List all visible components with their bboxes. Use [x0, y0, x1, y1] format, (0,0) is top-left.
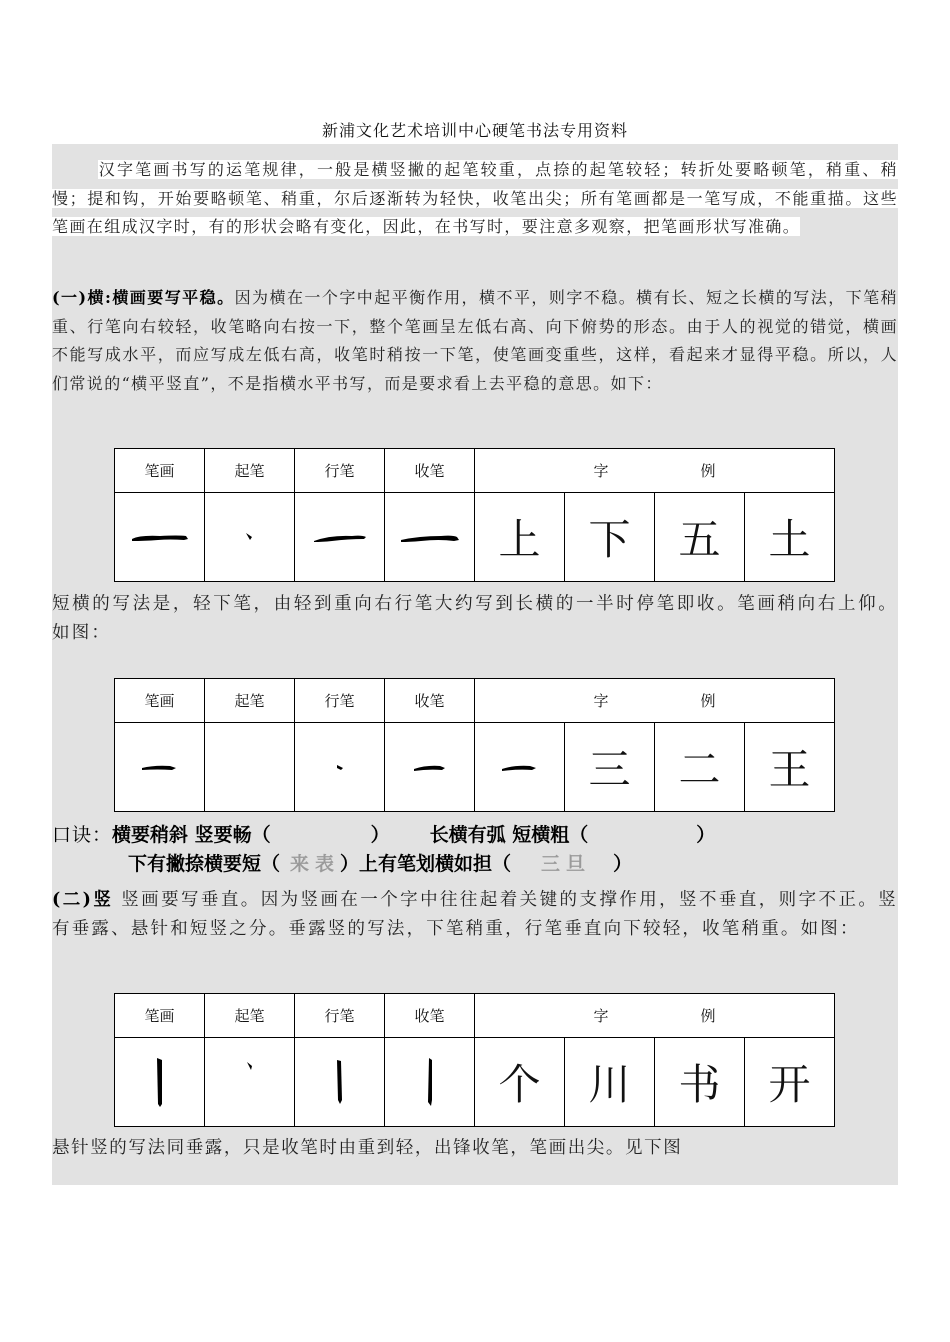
header-stroke: 笔画 — [115, 449, 205, 493]
example-char: 川 — [565, 1038, 655, 1127]
example-char: 个 — [475, 1038, 565, 1127]
header-example-char-1: 字 — [593, 462, 609, 480]
stroke-short-heng-example — [475, 723, 565, 812]
example-char: 王 — [745, 723, 835, 812]
header-examples — [475, 679, 835, 723]
table-body-row — [115, 1038, 835, 1127]
table-body-row — [115, 493, 835, 582]
example-char: 土 — [745, 493, 835, 582]
stroke-end — [385, 493, 475, 582]
header-example-char-1: 字 — [593, 1007, 609, 1025]
stroke-shu — [115, 1038, 205, 1127]
table-header-row — [115, 679, 835, 723]
section-heng-body: 因为横在一个字中起平衡作用，横不平，则字不稳。横有长、短之长横的写法，下笔稍重、行笔向右较轻，收笔略向右按一下，整个笔画呈左低右高、向下俯势的形态。由于人的视觉的错觉，横画不能写成水平，而应写成左低右高，收笔时稍按一下笔，使笔画变重些，这样，看起来才显得平稳。所以，人们常说的“横平竖直”，不是指横水平书写，而是要求看上去平稳的意思。如下： — [52, 288, 898, 393]
section-shu-body: 竖画要写垂直。因为竖画在一个字中往往起着关键的支撑作用，竖不垂直，则字不正。竖有垂露、悬针和短竖之分。垂露竖的写法，下笔稍重，行笔垂直向下较轻，收笔稍重。如图： — [52, 890, 898, 939]
stroke-start-dot — [205, 493, 295, 582]
header-examples — [475, 449, 835, 493]
stroke-start-tick — [205, 1038, 295, 1127]
short-heng-stroke-table — [114, 678, 835, 812]
mnemonic-line-1 — [52, 820, 715, 847]
mnemonic-line-2 — [128, 849, 632, 876]
example-char: 三 — [565, 723, 655, 812]
header-example-char-2: 例 — [700, 1007, 716, 1025]
header-start: 起笔 — [205, 679, 295, 723]
table-body-row — [115, 723, 835, 812]
header-end: 收笔 — [385, 994, 475, 1038]
header-start: 起笔 — [205, 449, 295, 493]
mnemonic-text: 横要稍斜 竖要畅（ — [112, 824, 271, 846]
example-char: 书 — [655, 1038, 745, 1127]
section-shu-paragraph — [52, 886, 898, 944]
example-char: 二 — [655, 723, 745, 812]
header-stroke: 笔画 — [115, 679, 205, 723]
header-end: 收笔 — [385, 449, 475, 493]
mnemonic-text: 下有撇捺横要短（ — [128, 853, 281, 875]
stroke-move-dot — [295, 723, 385, 812]
heng-stroke-table — [114, 448, 835, 582]
header-examples — [475, 994, 835, 1038]
mnemonic-text: ） — [613, 853, 633, 875]
stroke-short-heng — [115, 723, 205, 812]
example-char: 五 — [655, 493, 745, 582]
intro-paragraph — [52, 156, 898, 242]
content-area — [52, 144, 898, 1185]
section-shu-title: (二)竖 — [52, 890, 114, 910]
header-move: 行笔 — [295, 449, 385, 493]
stroke-long-heng — [115, 493, 205, 582]
table-header-row — [115, 994, 835, 1038]
header-stroke: 笔画 — [115, 994, 205, 1038]
mnemonic-text: ）上有笔划横如担（ — [340, 853, 512, 875]
example-char: 开 — [745, 1038, 835, 1127]
mnemonic-text: ） — [696, 824, 716, 846]
header-move: 行笔 — [295, 679, 385, 723]
example-char: 上 — [475, 493, 565, 582]
stroke-start-empty — [205, 723, 295, 812]
table-header-row — [115, 449, 835, 493]
shu-stroke-table — [114, 993, 835, 1127]
header-end: 收笔 — [385, 679, 475, 723]
intro-text: 汉字笔画书写的运笔规律，一般是横竖撇的起笔较重，点捺的起笔较轻；转折处要略顿笔，稍重、稍慢；提和钩，开始要略顿笔、稍重，尔后逐渐转为轻快，收笔出尖；所有笔画都是一笔写成，不能重描。这些笔画在组成汉字时，有的形状会略有变化，因此，在书写时，要注意多观察，把笔画形状写准确。 — [52, 160, 898, 237]
header-example-char-2: 例 — [700, 462, 716, 480]
mnemonic-label: 口诀： — [52, 824, 113, 846]
stroke-move — [295, 493, 385, 582]
header-move: 行笔 — [295, 994, 385, 1038]
mnemonic-text: 长横有弧 短横粗（ — [429, 824, 589, 846]
stroke-end — [385, 723, 475, 812]
mnemonic-block — [52, 818, 898, 880]
short-heng-paragraph: 短横的写法是，轻下笔，由轻到重向右行笔大约写到长横的一半时停笔即收。笔画稍向右上仰。如图： — [52, 594, 898, 643]
example-char: 下 — [565, 493, 655, 582]
mnemonic-text: ） — [370, 824, 390, 846]
xuanzhen-paragraph: 悬针竖的写法同垂露，只是收笔时由重到轻，出锋收笔，笔画出尖。见下图 — [52, 1138, 683, 1158]
header-example-char-1: 字 — [593, 692, 609, 710]
page-header: 新浦文化艺术培训中心硬笔书法专用资料 — [321, 121, 628, 140]
header-example-char-2: 例 — [700, 692, 716, 710]
stroke-move-shu — [295, 1038, 385, 1127]
mnemonic-answer: 来表 — [290, 853, 341, 875]
stroke-end-shu — [385, 1038, 475, 1127]
mnemonic-answer: 三旦 — [541, 853, 592, 875]
section-heng-title: (一)横:横画要写平稳。 — [52, 288, 235, 307]
section-heng-paragraph — [52, 284, 898, 398]
header-start: 起笔 — [205, 994, 295, 1038]
